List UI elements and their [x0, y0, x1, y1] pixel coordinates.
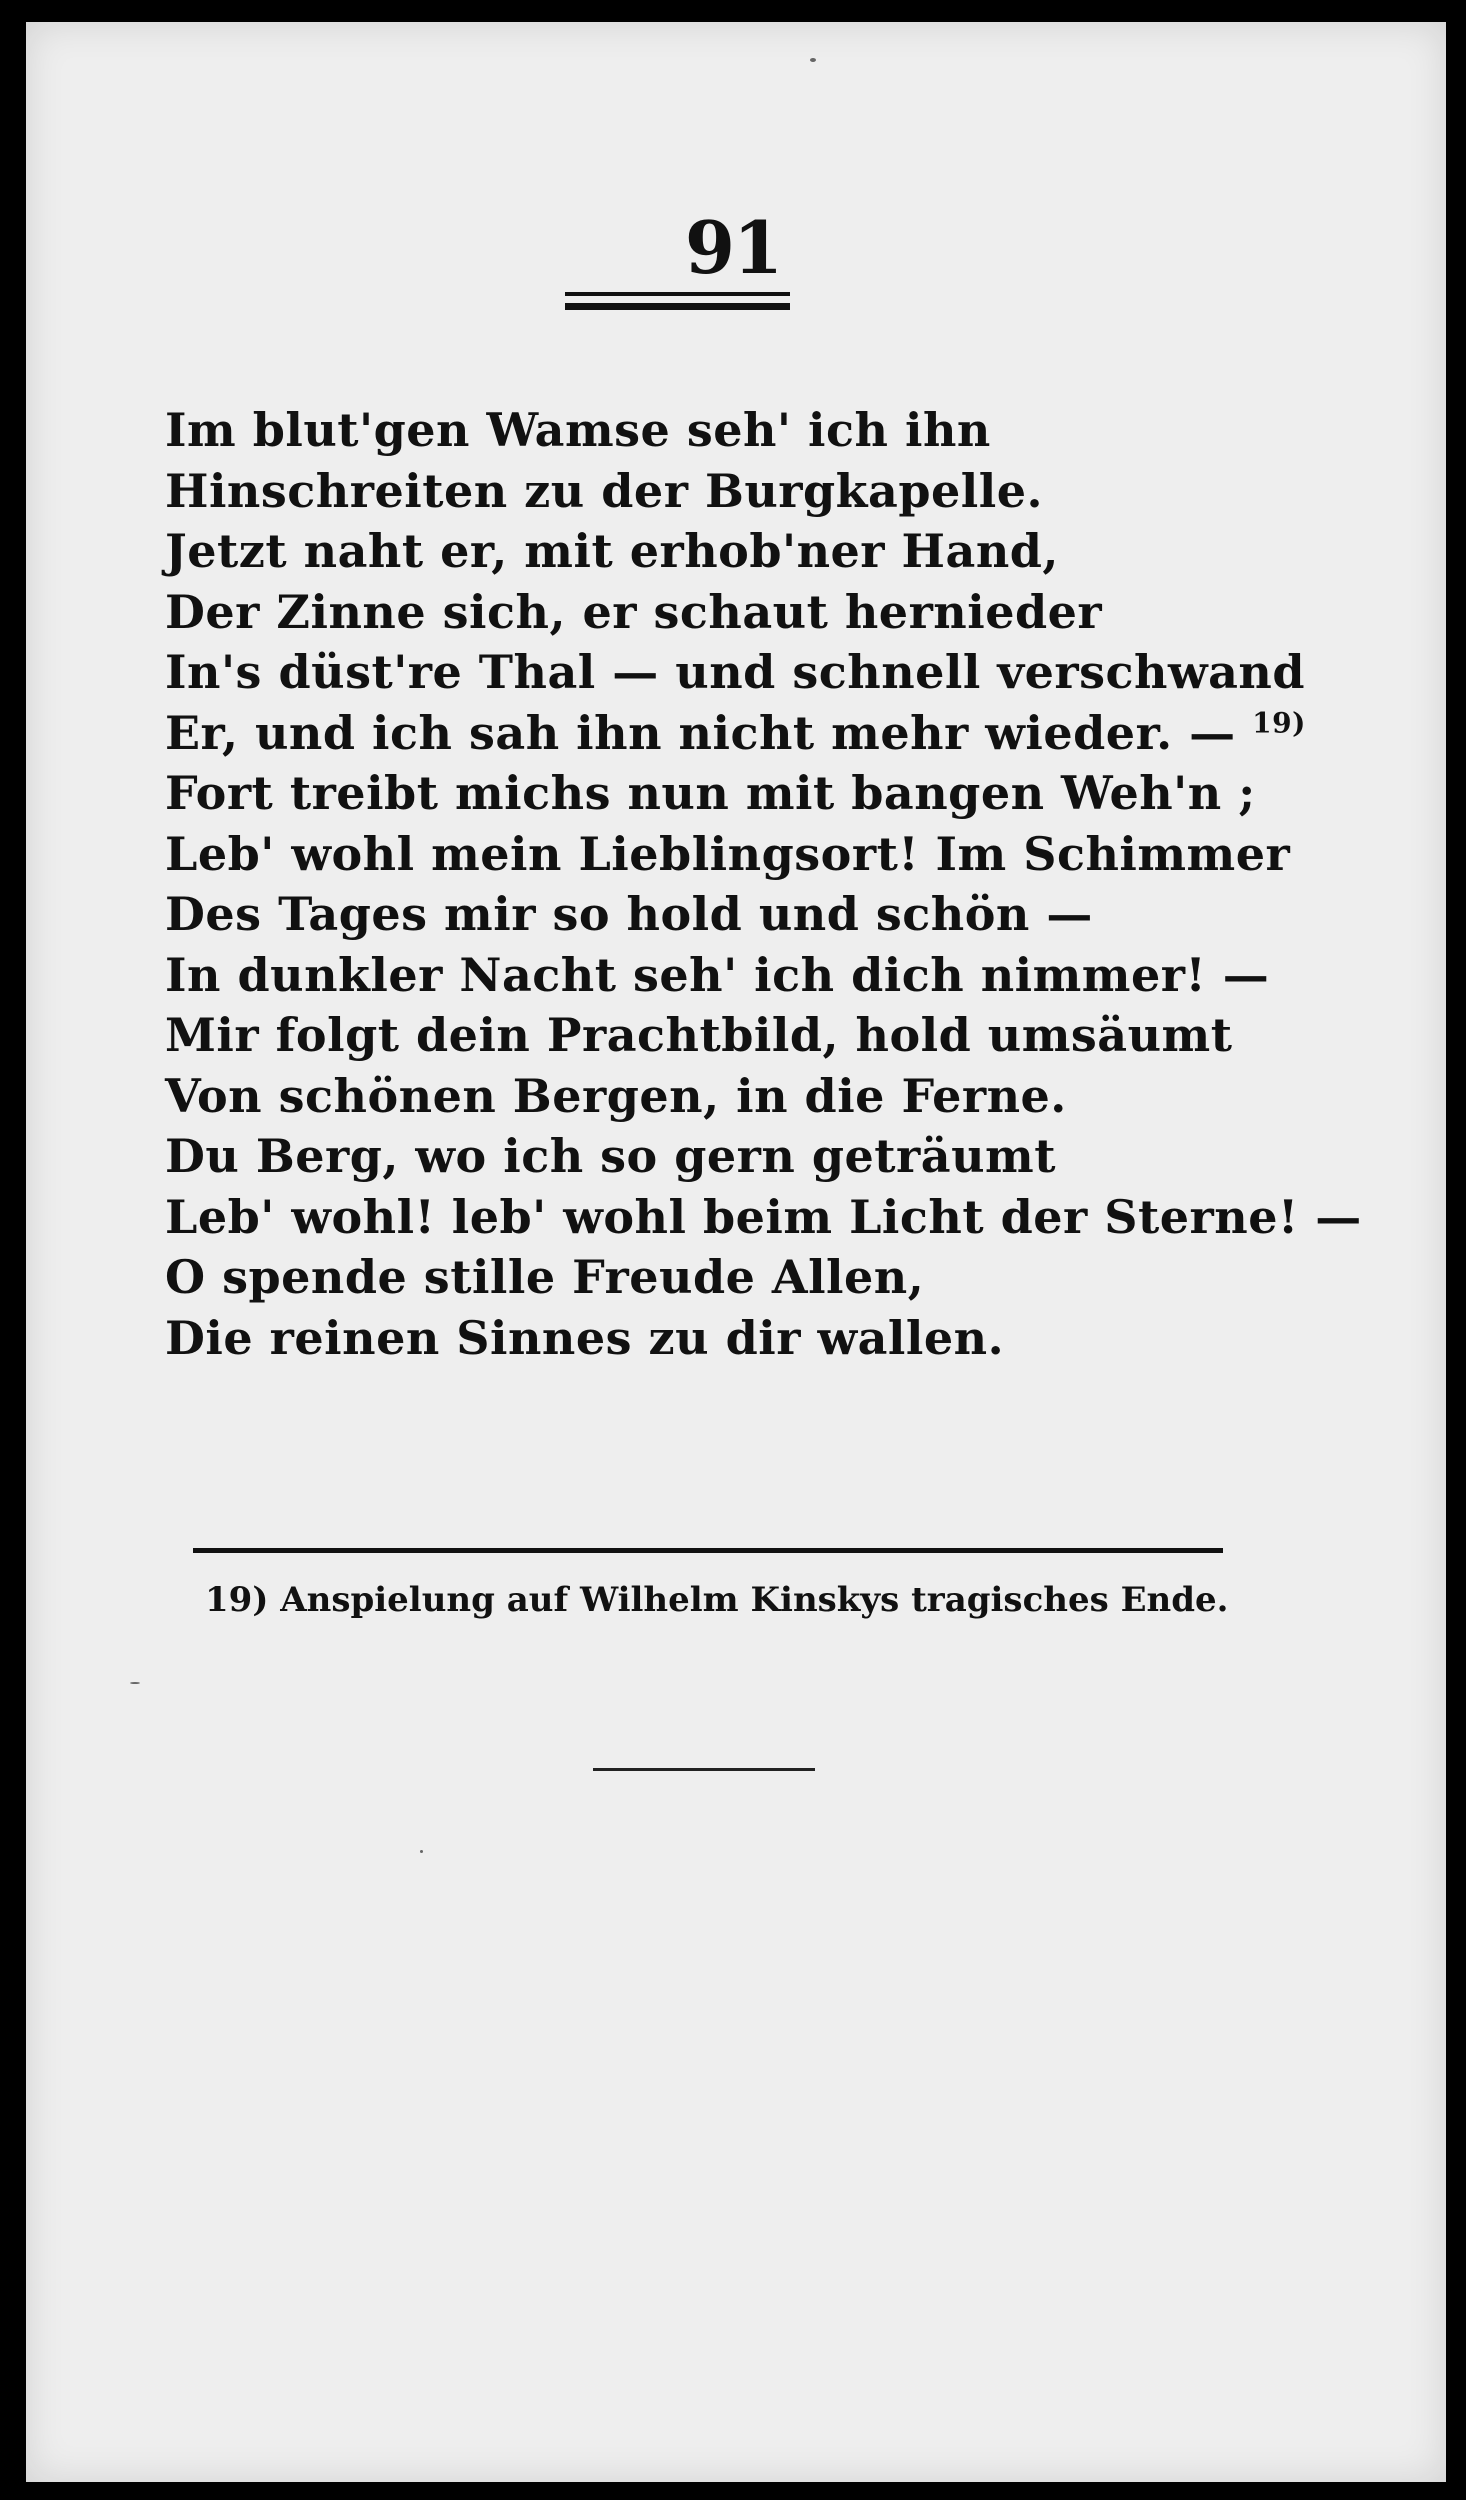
poem-line: In dunkler Nacht seh' ich dich nimmer! — [165, 947, 1270, 1002]
page-number-rule [565, 292, 790, 296]
poem-line-with-footnote [165, 703, 1315, 764]
poem-line: Von schönen Bergen, in die Ferne. [165, 1068, 1067, 1123]
poem-line: Leb' wohl mein Lieblingsort! Im Schimmer [165, 826, 1291, 881]
poem-line: Des Tages mir so hold und schön — [165, 887, 1093, 941]
print-speck [130, 1682, 140, 1684]
print-speck [810, 58, 816, 62]
end-ornament-rule [593, 1768, 815, 1771]
poem-line: Die reinen Sinnes zu dir wallen. [165, 1310, 1005, 1365]
footnote-divider [193, 1548, 1223, 1553]
poem-line: Du Berg, wo ich so gern geträumt [165, 1129, 1056, 1183]
poem-line: Fort treibt michs nun mit bangen Weh'n ; [165, 766, 1256, 820]
poem-line: Jetzt naht er, mit erhob'ner Hand, [165, 524, 1059, 578]
poem-line: Im blut'gen Wamse seh' ich ihn [165, 403, 991, 457]
page-number: 91 [684, 205, 782, 290]
footnote-reference: 19) [1252, 706, 1306, 740]
poem-line: Der Zinne sich, er schaut hernieder [165, 584, 1103, 639]
print-speck [420, 1850, 423, 1853]
poem-line: Hinschreiten zu der Burgkapelle. [165, 463, 1044, 518]
footnote-text: 19) Anspielung auf Wilhelm Kinskys tragisches Ende. [205, 1580, 1229, 1620]
poem-line: O spende stille Freude Allen, [165, 1250, 925, 1304]
page-number-rule-thick [565, 303, 790, 310]
poem-line: In's düst're Thal — und schnell verschwand [165, 645, 1305, 699]
poem-line: Mir folgt dein Prachtbild, hold umsäumt [165, 1008, 1233, 1062]
scan-border [0, 0, 26, 2500]
poem-text [165, 400, 1362, 1368]
poem-line-text: Er, und ich sah ihn nicht mehr wieder. — [165, 705, 1236, 760]
poem-line: Leb' wohl! leb' wohl beim Licht der Sterne! — [165, 1189, 1362, 1244]
